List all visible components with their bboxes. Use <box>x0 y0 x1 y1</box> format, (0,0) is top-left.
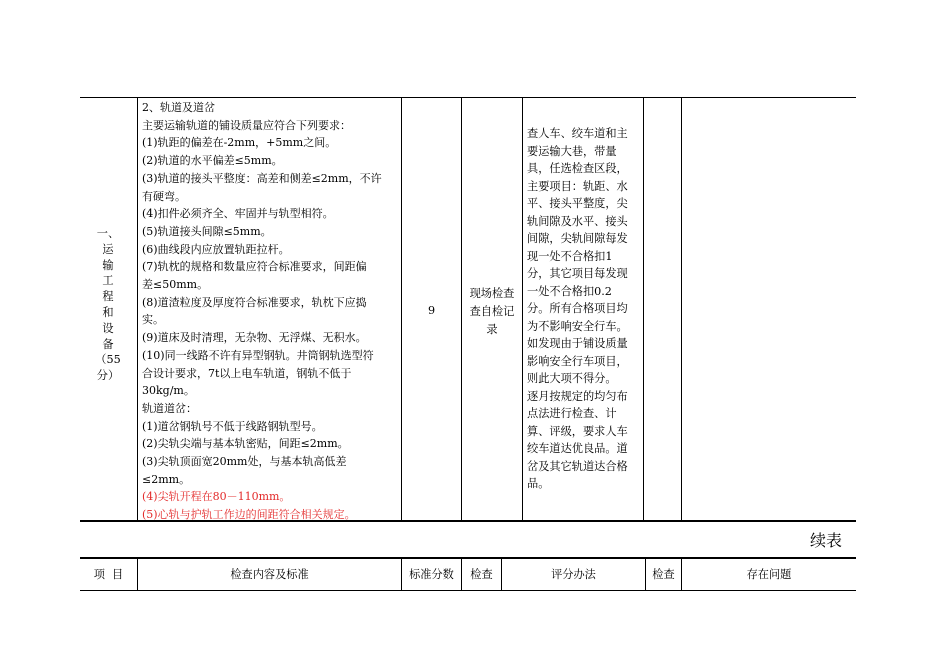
scoring-line: 则此大项不得分。 <box>527 372 617 385</box>
scoring-line: 现一处不合格扣1 <box>527 249 613 263</box>
content-line: 30kg/m。 <box>142 384 195 398</box>
content-line: (6)曲线段内应放置轨距拉杆。 <box>142 242 290 256</box>
content-line: 有硬弯。 <box>142 189 186 203</box>
continued-label: 续表 <box>810 531 843 550</box>
method-line: 查自检记 <box>469 305 515 318</box>
header-top-rule <box>80 557 856 559</box>
content-line: (1)轨距的偏差在-2mm，+5mm之间。 <box>142 136 337 150</box>
scoring-method <box>527 125 640 493</box>
scoring-line: 分。所有合格项目均 <box>527 302 628 315</box>
scoring-line: 轨间隙及水平、接头 <box>527 214 628 228</box>
scoring-line: 间隙，尖轨间隙每发 <box>527 232 628 245</box>
content-line: (4)扣件必须齐全、牢固并与轨型相符。 <box>142 207 334 221</box>
header-issues: 存在问题 <box>746 568 792 581</box>
section-label <box>84 226 132 384</box>
scoring-line: 逐月按规定的均匀布 <box>527 389 628 403</box>
content-line: 合设计要求，7t以上电车轨道，钢轨不低于 <box>142 366 352 380</box>
section-label-line: 和 <box>102 305 114 319</box>
scoring-line: 如发现由于铺设质量 <box>527 337 628 350</box>
method-line: 录 <box>486 323 498 336</box>
content-line-highlighted: (4)尖轨开程在80－110mm。 <box>142 490 291 504</box>
scoring-line: 平、接头平整度，尖 <box>527 197 628 210</box>
top-rule <box>80 97 856 98</box>
col-divider-1 <box>137 97 138 521</box>
content-line: 轨道道岔： <box>142 401 197 415</box>
scoring-line: 要运输大巷，带量 <box>527 144 617 158</box>
inspection-method <box>462 285 522 339</box>
section-label-line: 一、 <box>96 227 120 240</box>
content-line: (8)道渣粒度及厚度符合标准要求，轨枕下应捣 <box>142 295 367 309</box>
header-content: 检查内容及标准 <box>230 568 309 581</box>
header-check: 检查 <box>470 568 493 581</box>
section-label-line: 工 <box>102 274 114 288</box>
scoring-line: 影响安全行车项目， <box>527 354 628 368</box>
header-project: 项 目 <box>93 568 124 581</box>
content-line: (2)轨道的水平偏差≤5mm。 <box>142 154 283 168</box>
method-line: 现场检查 <box>469 287 515 300</box>
section-label-line: （55 <box>95 353 121 367</box>
scoring-line: 点法进行检查、计 <box>527 407 617 420</box>
scoring-line: 为不影响安全行车。 <box>527 319 628 333</box>
inspection-content <box>142 99 398 524</box>
col-divider-5 <box>643 97 644 521</box>
content-line: (3)尖轨顶面宽20mm处，与基本轨高低差 <box>142 455 347 469</box>
content-line: 实。 <box>142 313 164 327</box>
section-label-line: 输 <box>102 258 114 272</box>
content-line: 差≤50mm。 <box>142 278 209 292</box>
header-check-2: 检查 <box>652 568 675 581</box>
scoring-line: 具，任选检查区段， <box>527 162 628 175</box>
content-line: 2、轨道及道岔 <box>142 101 215 114</box>
content-line: (1)道岔钢轨号不低于线路钢轨型号。 <box>142 419 323 433</box>
content-line: (10)同一线路不许有异型钢轨。井筒钢轨选型符 <box>142 348 374 362</box>
section-label-line: 分） <box>96 369 120 383</box>
content-line: (5)轨道接头间隙≤5mm。 <box>142 224 272 238</box>
content-line: ≤2mm。 <box>142 472 191 486</box>
scoring-line: 主要项目：轨距、水 <box>527 179 628 193</box>
standard-score: 9 <box>427 304 436 317</box>
section-label-line: 运 <box>102 242 114 256</box>
col-divider-4 <box>522 97 523 521</box>
header-standard-score: 标准分数 <box>409 568 454 581</box>
content-line: (7)轨枕的规格和数量应符合标准要求，间距偏 <box>142 260 367 274</box>
scoring-line: 品。 <box>527 477 550 490</box>
content-line: (3)轨道的接头平整度：高差和侧差≤2mm，不许 <box>142 171 382 185</box>
scoring-line: 一处不合格扣0.2 <box>527 284 612 298</box>
content-line: (2)尖轨尖端与基本轨密贴，间距≤2mm。 <box>142 437 349 451</box>
section-label-line: 备 <box>102 337 114 351</box>
scoring-line: 分，其它项目每发现 <box>527 267 628 280</box>
content-line-highlighted: (5)心轨与护轨工作边的间距符合相关规定。 <box>142 508 356 522</box>
scoring-line: 查人车、绞车道和主 <box>527 127 628 140</box>
section-label-line: 设 <box>102 321 114 335</box>
content-line: 主要运输轨道的铺设质量应符合下列要求： <box>142 118 351 132</box>
scoring-line: 岔及其它轨道达合格 <box>527 459 628 473</box>
col-divider-6 <box>681 97 682 521</box>
content-line: (9)道床及时清理，无杂物、无浮煤、无积水。 <box>142 331 367 345</box>
scoring-line: 绞车道达优良品。道 <box>527 442 628 455</box>
header-scoring-method: 评分办法 <box>551 568 596 581</box>
scoring-line: 算、评级，要求人车 <box>527 424 628 438</box>
section-label-line: 程 <box>102 290 114 304</box>
header-bottom-rule <box>80 590 856 591</box>
